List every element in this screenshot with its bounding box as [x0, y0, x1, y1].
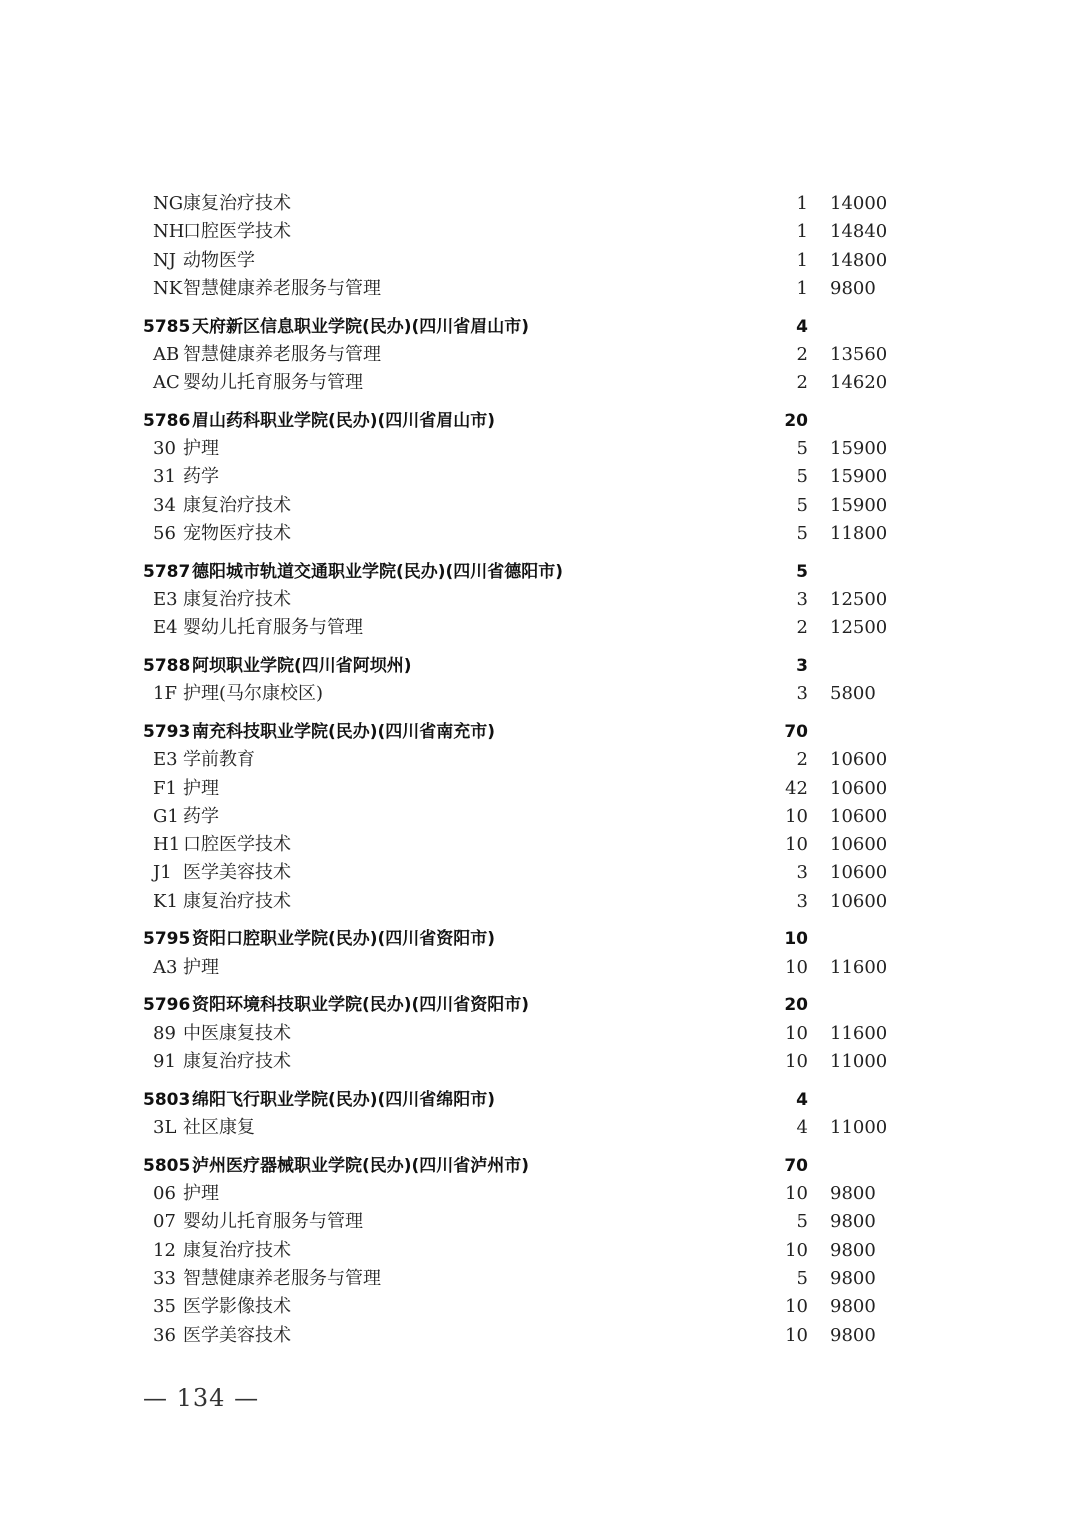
plan-count: 10 [785, 834, 808, 856]
major-name: 康复治疗技术 [183, 494, 291, 516]
plan-count: 3 [796, 890, 808, 912]
plan-count: 3 [796, 589, 808, 611]
tuition-fee: 14800 [830, 249, 888, 271]
major-code: K1 [153, 890, 178, 912]
tuition-fee: 9800 [830, 1239, 876, 1261]
major-code: 12 [153, 1239, 176, 1261]
major-name: 护理 [183, 777, 219, 799]
major-name: 康复治疗技术 [183, 1051, 291, 1073]
tuition-fee: 9800 [830, 277, 876, 299]
major-code: NK [153, 277, 183, 299]
major-name: 康复治疗技术 [183, 1239, 291, 1261]
major-name: 口腔医学技术 [183, 834, 291, 856]
school-name: 德阳城市轨道交通职业学院(民办)(四川省德阳市) [192, 561, 564, 582]
tuition-fee: 14000 [830, 193, 888, 214]
school-row [0, 303, 1080, 341]
plan-count: 3 [796, 656, 808, 677]
major-row [0, 341, 1080, 369]
tuition-fee: 12500 [830, 589, 888, 611]
plan-count: 1 [796, 221, 808, 243]
major-name: 口腔医学技术 [183, 221, 291, 243]
major-code: NJ [153, 249, 176, 271]
plan-count: 42 [785, 777, 808, 799]
major-row [0, 1020, 1080, 1048]
plan-count: 10 [785, 956, 808, 978]
major-row [0, 1293, 1080, 1321]
school-code: 5796 [143, 995, 191, 1016]
plan-count: 5 [796, 523, 808, 545]
school-code: 5787 [143, 561, 191, 582]
major-row [0, 492, 1080, 520]
school-row [0, 643, 1080, 681]
major-row [0, 369, 1080, 397]
major-code: 31 [153, 466, 176, 488]
tuition-fee: 10600 [830, 749, 888, 771]
tuition-fee: 10600 [830, 834, 888, 856]
major-row [0, 463, 1080, 491]
tuition-fee: 12500 [830, 617, 888, 639]
major-row [0, 1208, 1080, 1236]
major-code: 07 [153, 1211, 176, 1233]
school-row [0, 982, 1080, 1020]
plan-count: 5 [796, 1211, 808, 1233]
plan-count: 5 [796, 561, 808, 582]
school-code: 5788 [143, 656, 191, 677]
school-row [0, 548, 1080, 586]
major-code: A3 [153, 956, 178, 978]
page-number: — 134 — [143, 1384, 260, 1412]
school-code: 5793 [143, 722, 191, 742]
major-row [0, 435, 1080, 463]
major-row [0, 746, 1080, 774]
major-code: 91 [153, 1051, 176, 1073]
major-code: 36 [153, 1324, 176, 1346]
school-name: 天府新区信息职业学院(民办)(四川省眉山市) [192, 316, 530, 337]
school-name: 南充科技职业学院(民办)(四川省南充市) [192, 722, 496, 742]
tuition-fee: 11600 [830, 956, 888, 978]
major-name: 康复治疗技术 [183, 589, 291, 611]
school-code: 5786 [143, 410, 191, 431]
major-name: 药学 [183, 466, 219, 488]
major-name: 护理 [183, 956, 219, 978]
major-code: H1 [153, 834, 181, 856]
major-code: 3L [153, 1117, 177, 1139]
major-code: 89 [153, 1022, 176, 1044]
plan-count: 1 [796, 193, 808, 214]
plan-count: 1 [796, 249, 808, 271]
plan-count: 2 [796, 372, 808, 394]
tuition-fee: 14620 [830, 372, 888, 394]
major-code: G1 [153, 805, 179, 827]
school-name: 阿坝职业学院(四川省阿坝州) [192, 656, 412, 677]
major-row [0, 190, 1080, 218]
plan-count: 10 [785, 1051, 808, 1073]
plan-count: 70 [784, 1155, 808, 1176]
major-name: 婴幼儿托育服务与管理 [183, 1211, 363, 1233]
major-name: 医学美容技术 [183, 862, 291, 884]
tuition-fee: 9800 [830, 1267, 876, 1289]
major-name: 智慧健康养老服务与管理 [183, 343, 381, 365]
school-row [0, 1076, 1080, 1114]
tuition-fee: 5800 [830, 683, 876, 705]
plan-count: 10 [785, 1183, 808, 1205]
plan-count: 3 [796, 683, 808, 705]
major-name: 护理 [183, 1183, 219, 1205]
major-code: AB [153, 343, 180, 365]
major-row [0, 680, 1080, 708]
school-code: 5785 [143, 316, 191, 337]
major-code: 06 [153, 1183, 176, 1205]
major-name: 医学美容技术 [183, 1324, 291, 1346]
major-code: E4 [153, 617, 178, 639]
major-row [0, 954, 1080, 982]
tuition-fee: 10600 [830, 890, 888, 912]
tuition-fee: 11000 [830, 1117, 888, 1139]
tuition-fee: 15900 [830, 438, 888, 460]
plan-count: 10 [784, 929, 808, 950]
plan-count: 4 [796, 316, 808, 337]
school-code: 5795 [143, 929, 191, 950]
plan-count: 10 [785, 1022, 808, 1044]
major-row [0, 247, 1080, 275]
school-name: 绵阳飞行职业学院(民办)(四川省绵阳市) [192, 1089, 496, 1110]
tuition-fee: 10600 [830, 862, 888, 884]
major-name: 护理(马尔康校区) [183, 683, 324, 705]
major-code: J1 [153, 862, 172, 884]
major-row [0, 614, 1080, 642]
major-row [0, 1114, 1080, 1142]
major-row [0, 775, 1080, 803]
major-row [0, 1322, 1080, 1350]
school-row [0, 916, 1080, 954]
major-code: E3 [153, 749, 178, 771]
major-name: 医学影像技术 [183, 1296, 291, 1318]
tuition-fee: 15900 [830, 466, 888, 488]
plan-count: 4 [796, 1117, 808, 1139]
major-row [0, 218, 1080, 246]
major-name: 中医康复技术 [183, 1022, 291, 1044]
plan-count: 1 [796, 277, 808, 299]
plan-count: 70 [784, 722, 808, 742]
plan-count: 10 [785, 805, 808, 827]
major-name: 智慧健康养老服务与管理 [183, 277, 381, 299]
major-code: AC [153, 372, 180, 394]
major-name: 康复治疗技术 [183, 890, 291, 912]
school-name: 泸州医疗器械职业学院(民办)(四川省泸州市) [192, 1155, 530, 1176]
plan-count: 5 [796, 466, 808, 488]
plan-count: 2 [796, 617, 808, 639]
tuition-fee: 11000 [830, 1051, 888, 1073]
major-code: 56 [153, 523, 176, 545]
plan-count: 4 [796, 1089, 808, 1110]
major-code: 33 [153, 1267, 176, 1289]
school-row [0, 1142, 1080, 1180]
tuition-fee: 13560 [830, 343, 888, 365]
major-name: 智慧健康养老服务与管理 [183, 1267, 381, 1289]
tuition-fee: 9800 [830, 1211, 876, 1233]
tuition-fee: 9800 [830, 1296, 876, 1318]
school-name: 资阳口腔职业学院(民办)(四川省资阳市) [192, 929, 496, 950]
major-code: E3 [153, 589, 178, 611]
major-name: 学前教育 [183, 749, 255, 771]
major-name: 药学 [183, 805, 219, 827]
major-code: NH [153, 221, 185, 243]
tuition-fee: 9800 [830, 1183, 876, 1205]
school-name: 资阳环境科技职业学院(民办)(四川省资阳市) [192, 995, 530, 1016]
major-row [0, 1180, 1080, 1208]
major-name: 康复治疗技术 [183, 193, 291, 214]
tuition-fee: 10600 [830, 777, 888, 799]
major-row [0, 1237, 1080, 1265]
plan-count: 20 [784, 410, 808, 431]
major-name: 婴幼儿托育服务与管理 [183, 617, 363, 639]
major-name: 动物医学 [183, 249, 255, 271]
major-row [0, 888, 1080, 916]
school-row [0, 397, 1080, 435]
major-row [0, 803, 1080, 831]
plan-count: 5 [796, 438, 808, 460]
major-name: 社区康复 [183, 1117, 255, 1139]
major-row [0, 1048, 1080, 1076]
major-code: 34 [153, 494, 176, 516]
major-row [0, 275, 1080, 303]
school-name: 眉山药科职业学院(民办)(四川省眉山市) [192, 410, 496, 431]
school-code: 5805 [143, 1155, 191, 1176]
major-row [0, 831, 1080, 859]
plan-count: 2 [796, 749, 808, 771]
major-code: 1F [153, 683, 177, 705]
plan-count: 10 [785, 1296, 808, 1318]
major-code: 35 [153, 1296, 176, 1318]
major-code: NG [153, 193, 184, 214]
plan-count: 20 [784, 995, 808, 1016]
plan-count: 10 [785, 1239, 808, 1261]
tuition-fee: 10600 [830, 805, 888, 827]
enrollment-table [0, 190, 1080, 1350]
plan-count: 5 [796, 494, 808, 516]
school-code: 5803 [143, 1089, 191, 1110]
major-name: 婴幼儿托育服务与管理 [183, 372, 363, 394]
major-row [0, 520, 1080, 548]
major-row [0, 859, 1080, 887]
major-code: 30 [153, 438, 176, 460]
tuition-fee: 11600 [830, 1022, 888, 1044]
major-row [0, 1265, 1080, 1293]
school-row [0, 709, 1080, 747]
major-name: 宠物医疗技术 [183, 523, 291, 545]
major-row [0, 586, 1080, 614]
major-name: 护理 [183, 438, 219, 460]
plan-count: 3 [796, 862, 808, 884]
plan-count: 10 [785, 1324, 808, 1346]
tuition-fee: 9800 [830, 1324, 876, 1346]
plan-count: 5 [796, 1267, 808, 1289]
tuition-fee: 15900 [830, 494, 888, 516]
plan-count: 2 [796, 343, 808, 365]
major-code: F1 [153, 777, 177, 799]
tuition-fee: 14840 [830, 221, 888, 243]
tuition-fee: 11800 [830, 523, 888, 545]
